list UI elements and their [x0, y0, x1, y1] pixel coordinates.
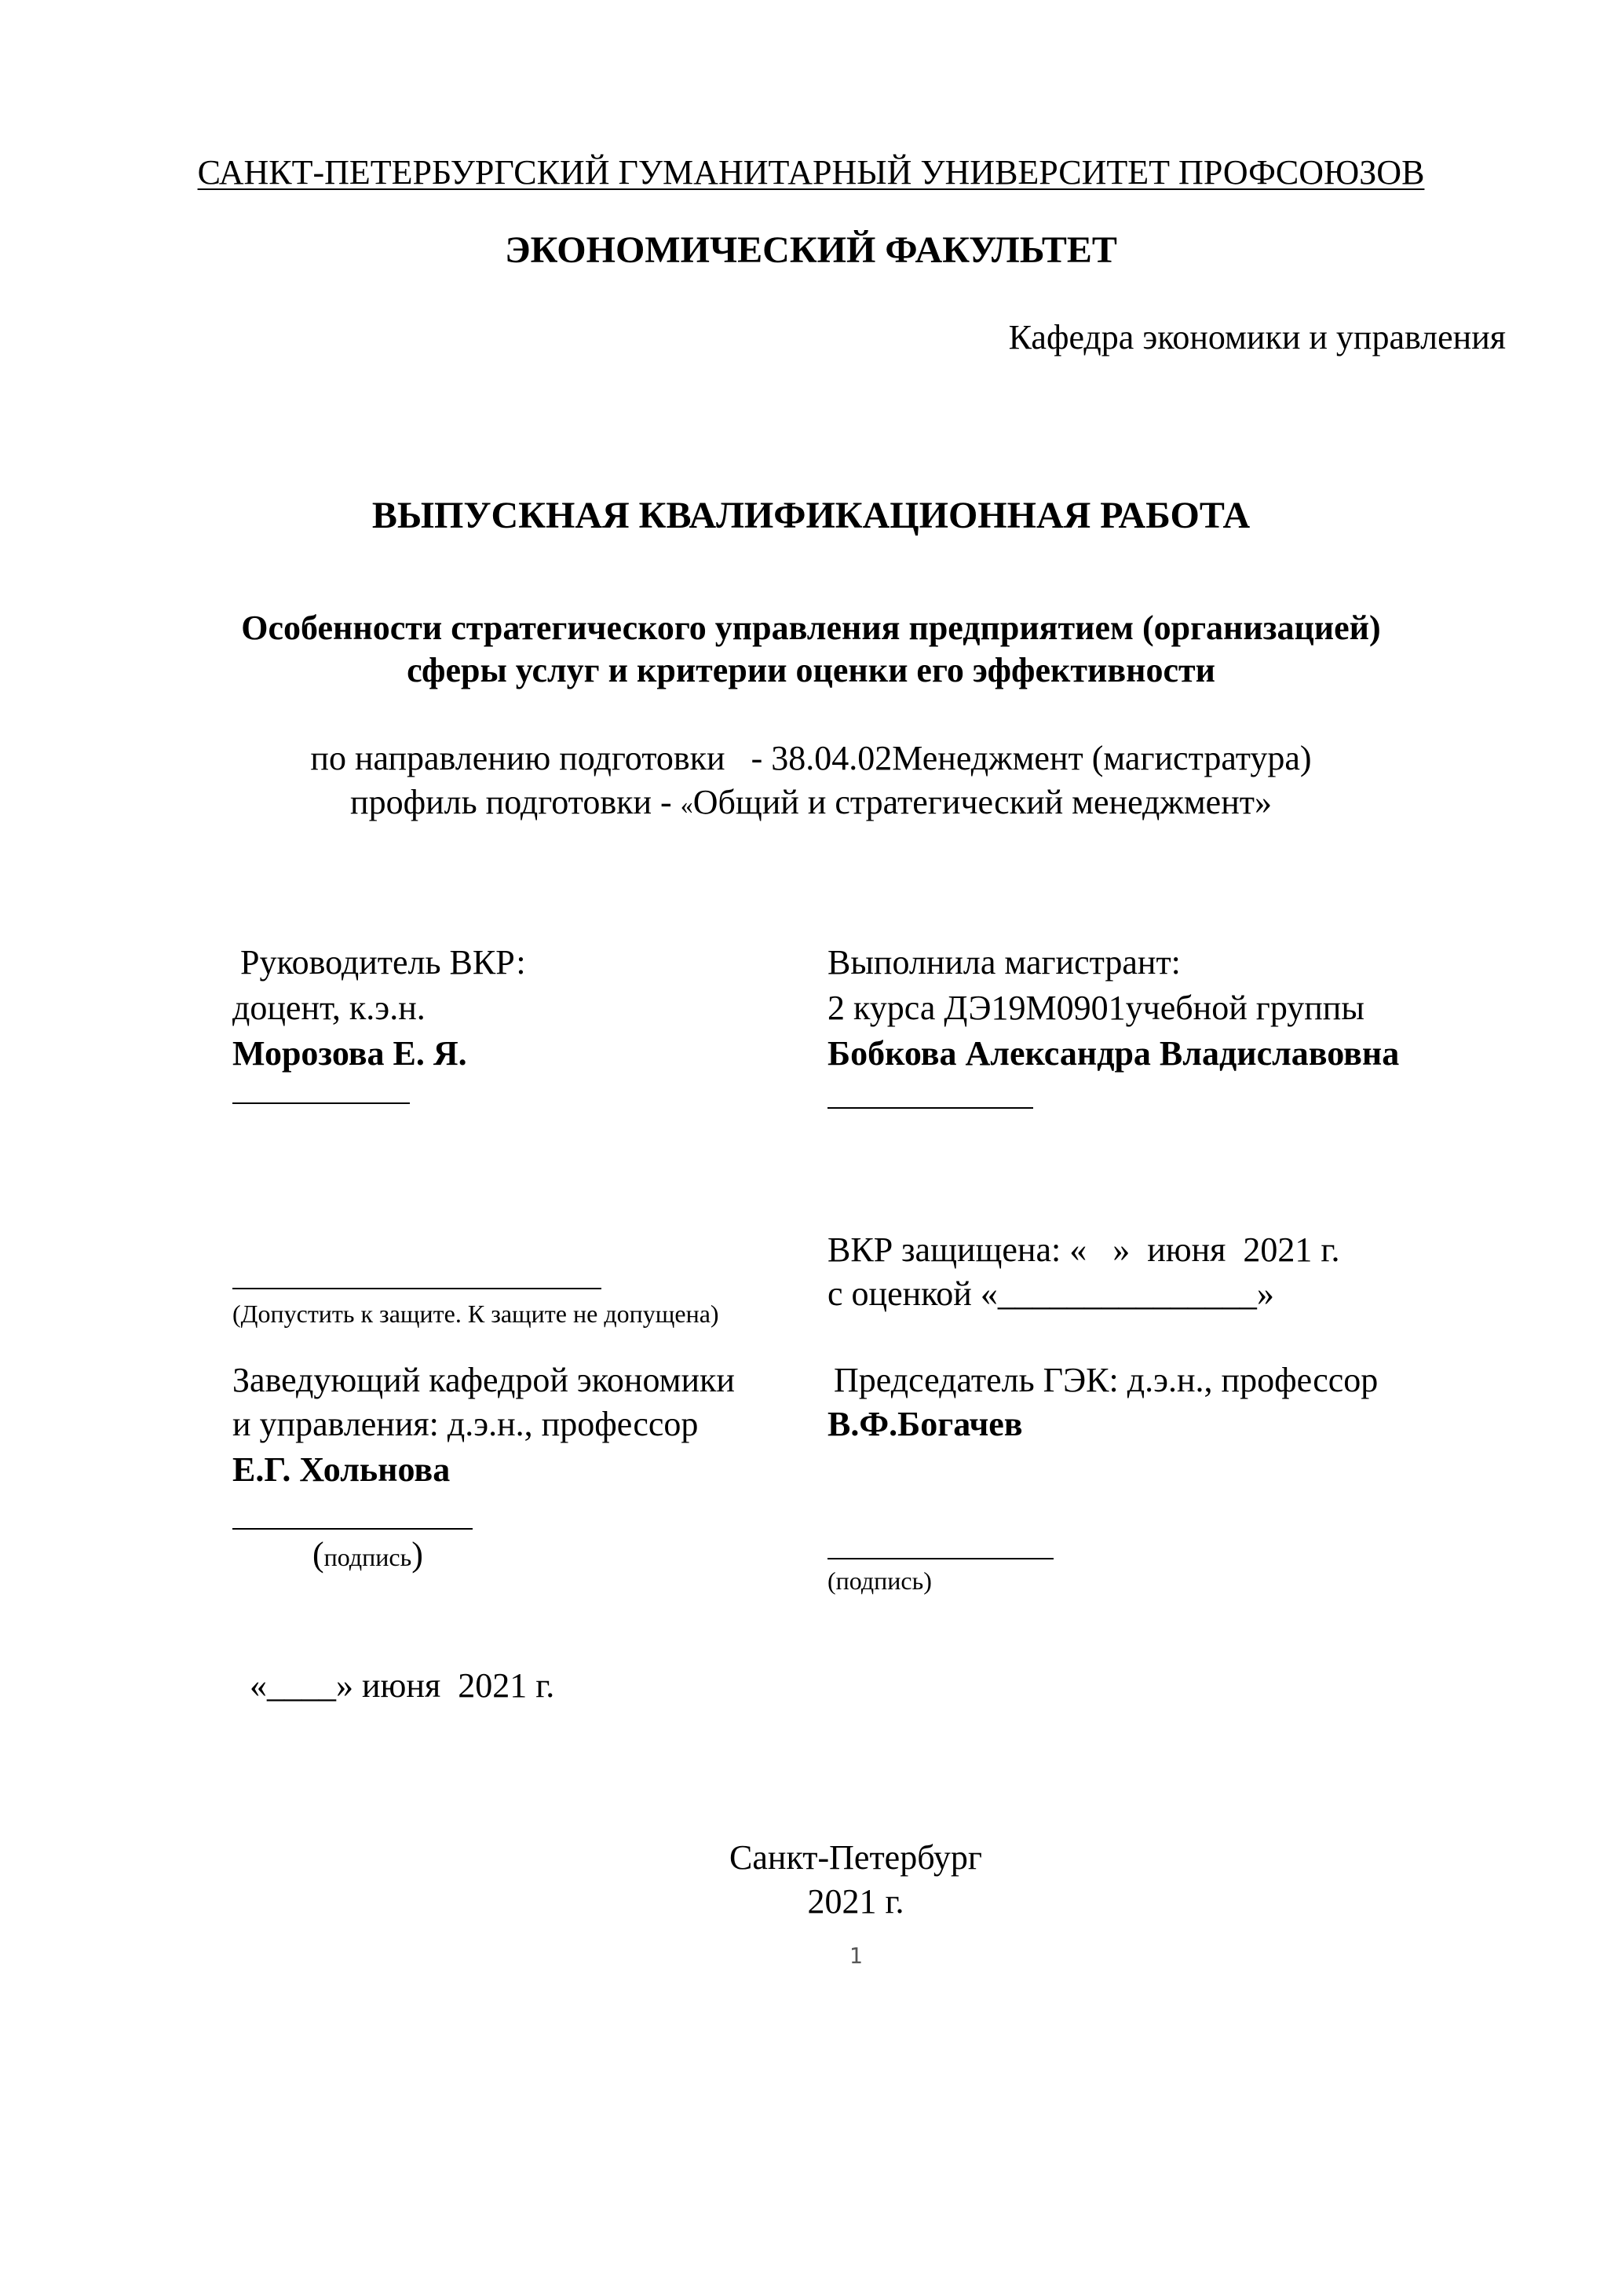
- head-of-department-line-2: и управления: д.э.н., профессор: [232, 1405, 699, 1443]
- topic-line-2: сферы услуг и критерии оценки его эффективности: [407, 651, 1215, 689]
- work-type-title: ВЫПУСКНАЯ КВАЛИФИКАЦИОННАЯ РАБОТА: [371, 495, 1251, 536]
- grade-suffix: »: [1256, 1274, 1274, 1313]
- profile-open-quote: «: [680, 791, 693, 819]
- date-open-quote: «: [250, 1665, 267, 1705]
- footer-city: Санкт-Петербург: [729, 1838, 982, 1877]
- grade-prefix: с оценкой «: [827, 1274, 998, 1313]
- supervisor-label: Руководитель ВКР:: [240, 943, 526, 982]
- head-of-department-line-1: Заведующий кафедрой экономики: [232, 1361, 735, 1399]
- head-of-department-signature-line: [232, 1528, 473, 1530]
- head-of-department-date: [232, 1624, 554, 1707]
- sign-label: подпись: [323, 1543, 412, 1571]
- supervisor-signature-line: [232, 1102, 410, 1104]
- page-number: 1: [849, 1943, 863, 1969]
- topic-line-1: Особенности стратегического управления предприятием (организацией): [241, 609, 1381, 647]
- student-name: Бобкова Александра Владиславовна: [827, 1034, 1400, 1073]
- defense-date-line: ВКР защищена: « » июня 2021 г.: [827, 1230, 1340, 1269]
- university-name: САНКТ-ПЕТЕРБУРГСКИЙ ГУМАНИТАРНЫЙ УНИВЕРСИТЕТ ПРОФСОЮЗОВ: [197, 153, 1425, 192]
- chairman-name: В.Ф.Богачев: [827, 1405, 1023, 1443]
- student-label: Выполнила магистрант:: [827, 943, 1181, 982]
- footer-year: 2021 г.: [807, 1882, 904, 1921]
- date-blank: ____: [267, 1665, 336, 1705]
- student-group: 2 курса ДЭ19М0901учебной группы: [827, 989, 1364, 1027]
- chairman-signature-caption: (подпись): [827, 1567, 932, 1595]
- head-of-department-signature-caption: [312, 1534, 423, 1576]
- student-signature-line: [827, 1107, 1033, 1109]
- grade-blank: _______________: [997, 1274, 1257, 1313]
- training-profile: [0, 782, 1622, 824]
- defense-grade-line: [827, 1274, 1274, 1315]
- head-of-department-name: Е.Г. Хольнова: [232, 1450, 451, 1489]
- sign-open-paren: (: [312, 1535, 324, 1574]
- sign-close-paren: ): [411, 1535, 423, 1574]
- admission-note: (Допустить к защите. К защите не допущена): [232, 1300, 719, 1328]
- chairman-signature-line: [827, 1558, 1054, 1559]
- admission-decision-line: [232, 1288, 601, 1289]
- profile-name: Общий и стратегический менеджмент»: [692, 783, 1272, 821]
- supervisor-position: доцент, к.э.н.: [232, 989, 426, 1027]
- profile-prefix: профиль подготовки -: [350, 783, 681, 821]
- department-name: Кафедра экономики и управления: [1008, 318, 1506, 356]
- supervisor-name: Морозова Е. Я.: [232, 1034, 467, 1073]
- training-direction: по направлению подготовки - 38.04.02Менеджмент (магистратура): [310, 739, 1312, 777]
- chairman-title: Председатель ГЭК: д.э.н., профессор: [834, 1361, 1379, 1399]
- faculty-name: ЭКОНОМИЧЕСКИЙ ФАКУЛЬТЕТ: [505, 229, 1117, 271]
- date-rest: » июня 2021 г.: [336, 1665, 555, 1705]
